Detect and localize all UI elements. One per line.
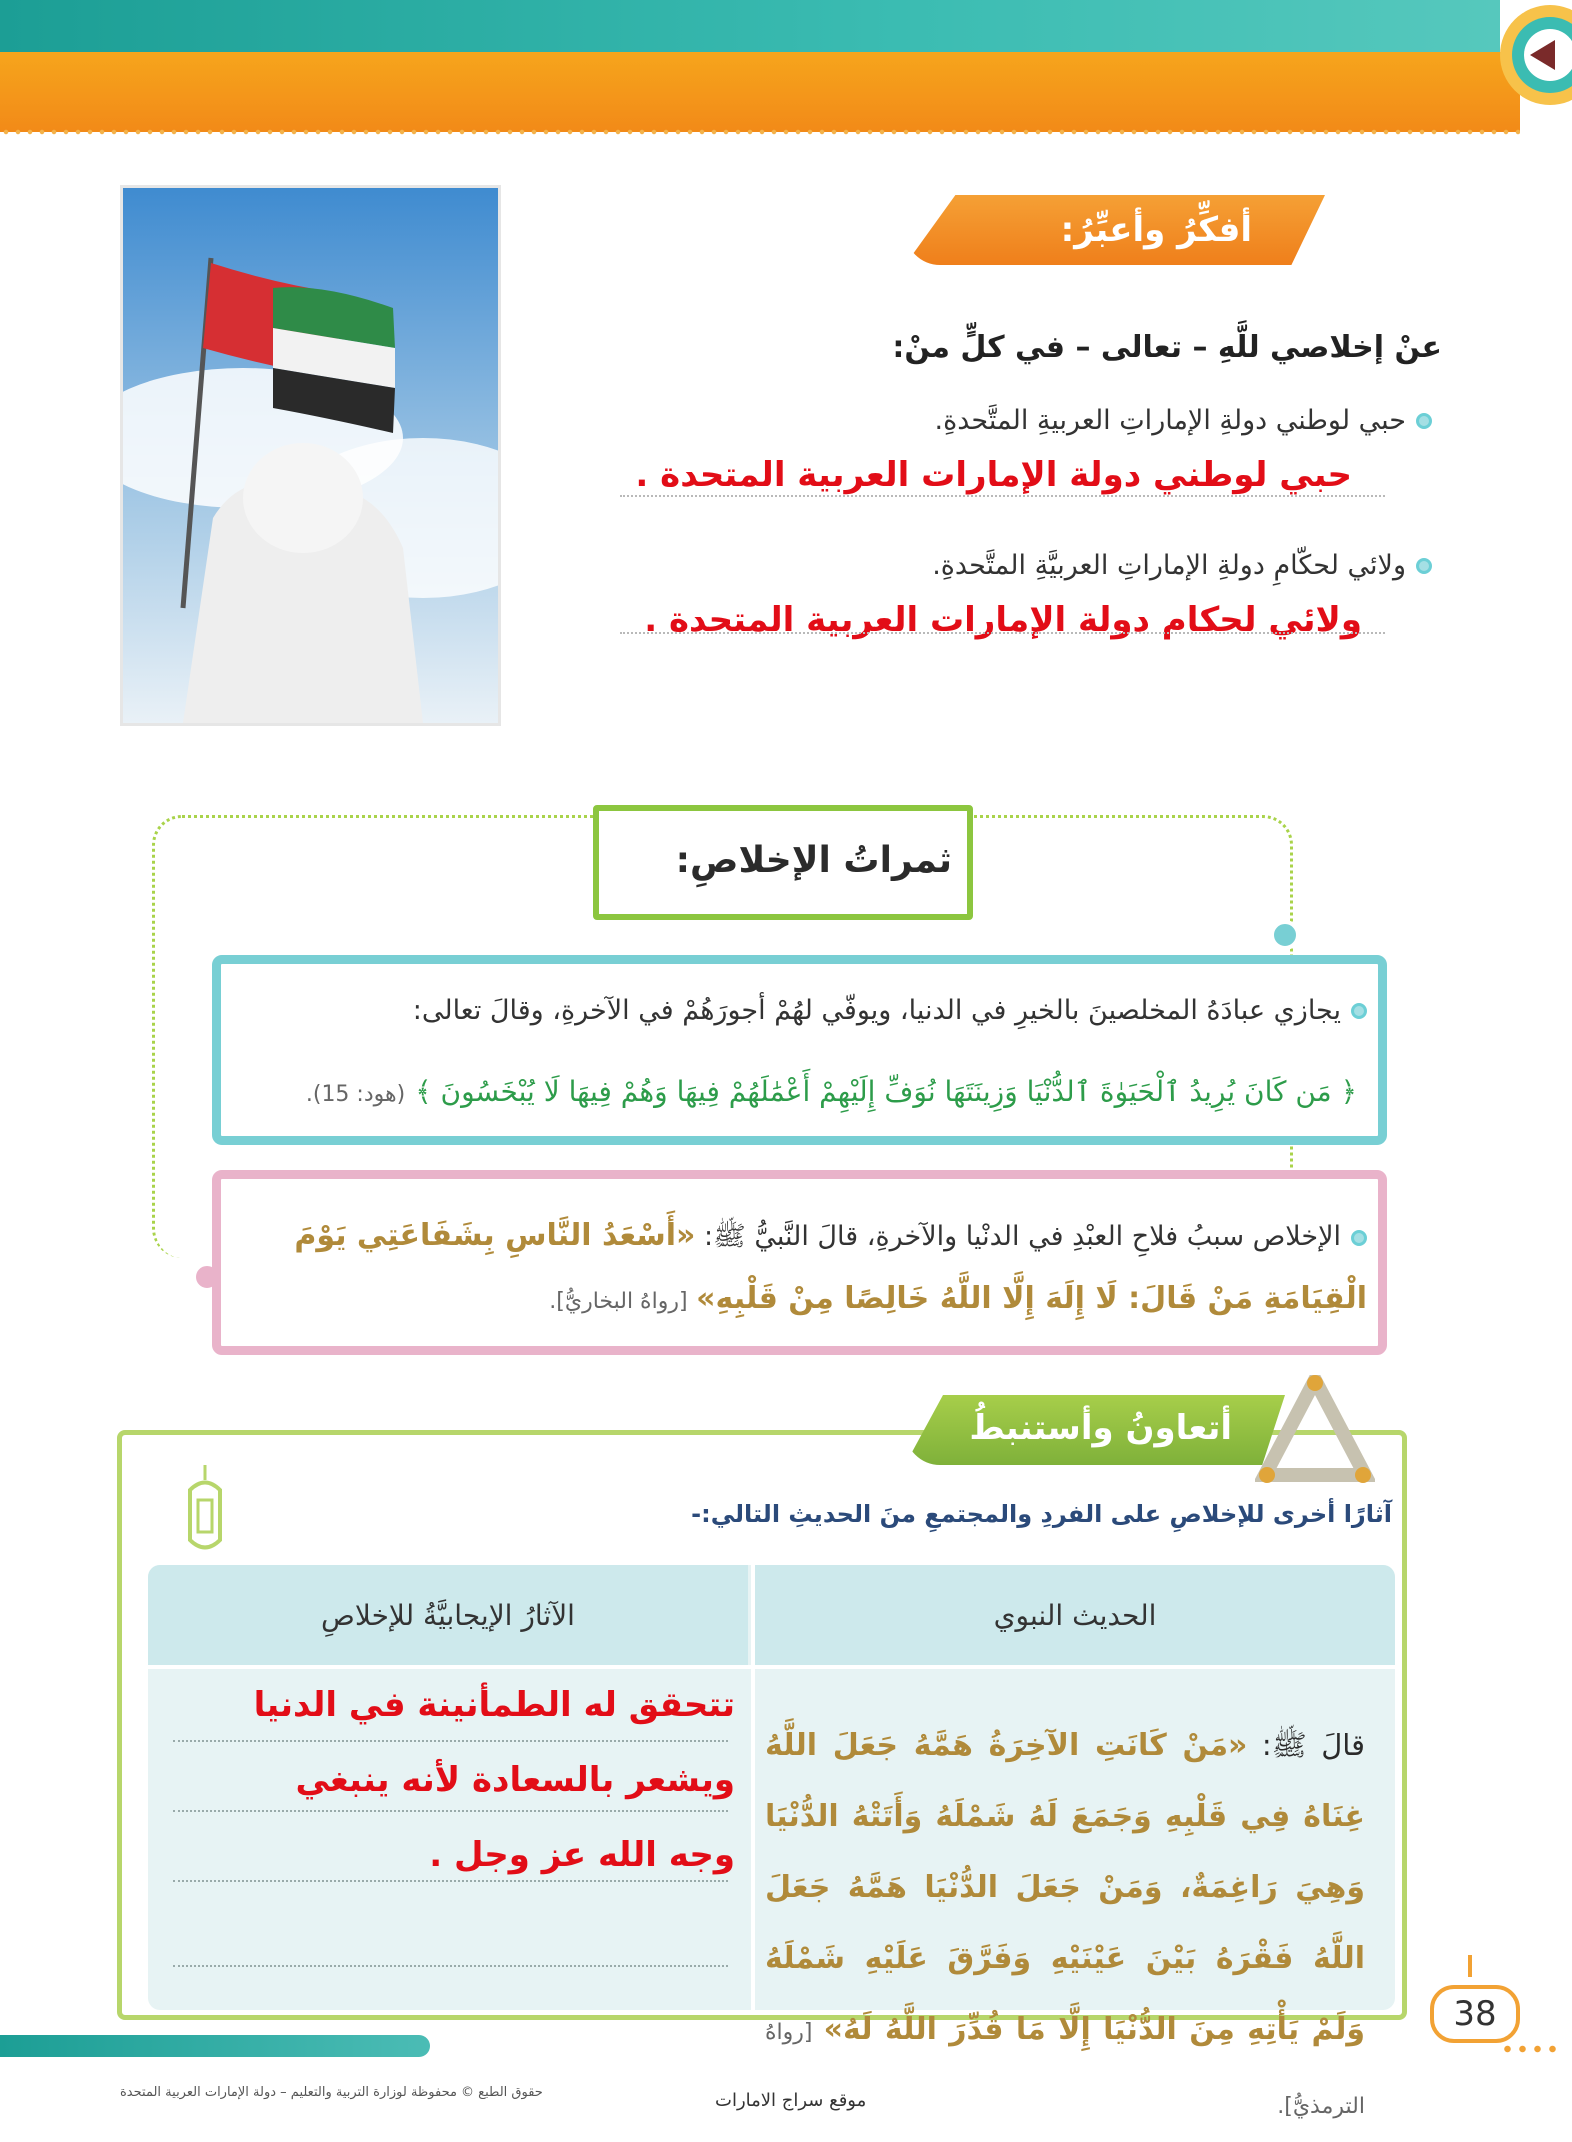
rosette-decoration-icon xyxy=(1490,0,1572,150)
fruit-box-1-text-row xyxy=(413,995,1367,1026)
think-item-1 xyxy=(935,405,1433,436)
flag-photo xyxy=(120,185,501,726)
bottom-bar xyxy=(0,2035,430,2057)
fruit-box-1-text: يجازي عبادَهُ المخلصينَ بالخيرِ في الدنيا، ويوفّي لهُمْ أجورَهُمْ في الآخرةِ، وقالَ تعالى: xyxy=(412,995,1341,1026)
hadith-cell xyxy=(765,1710,1365,2142)
answer-row-line-3 xyxy=(173,1880,728,1882)
think-item-1-prompt: حبي لوطني دولةِ الإماراتِ العربيةِ المتَّحدةِ. xyxy=(934,405,1406,436)
think-item-1-answer: حبي لوطني دولة الإمارات العربية المتحدة . xyxy=(635,455,1352,495)
uae-flag-illustration xyxy=(123,188,498,723)
table-divider xyxy=(751,1565,755,2010)
hadith-shafaa: «أَسْعَدُ النَّاسِ بِشَفَاعَتِي يَوْمَ الْقِيَامَةِ مَنْ قَالَ: لَا إِلَهَ إِلَّا اللَّهُ خَالِصًا مِنْ قَلْبِهِ» xyxy=(294,1218,1367,1316)
quran-reference: (هود: 15). xyxy=(305,1082,406,1107)
hadith-reference: [رواهُ البخاريُّ]. xyxy=(549,1289,688,1314)
effects-answer-3: وجه الله عز وجل . xyxy=(429,1835,735,1875)
think-item-2 xyxy=(932,550,1432,581)
table-header-divider xyxy=(148,1665,1395,1669)
fruit-box-2-content xyxy=(257,1205,1367,1333)
top-banner-teal xyxy=(0,0,1500,60)
bullet-dot-icon xyxy=(1416,413,1432,429)
top-banner-orange xyxy=(0,52,1520,132)
hadith-intro: قالَ ﷺ: xyxy=(1261,1728,1366,1762)
fruit-box-1 xyxy=(212,955,1387,1145)
teal-knob-icon xyxy=(1270,920,1300,950)
effects-answer-1: تتحقق له الطمأنينة في الدنيا xyxy=(253,1685,735,1725)
think-question: عنْ إخلاصي للَّهِ – تعالى – في كلٍّ منْ: xyxy=(892,330,1442,365)
page-number: 38 xyxy=(1430,1985,1520,2043)
effects-answer-2: ويشعر بالسعادة لأنه ينبغي xyxy=(295,1760,735,1800)
footer-copyright: حقوق الطبع © محفوظة لوزارة التربية والتعليم – دولة الإمارات العربية المتحدة xyxy=(120,2085,543,2100)
answer-line-2 xyxy=(620,632,1385,634)
bullet-dot-icon xyxy=(1416,558,1432,574)
think-section-title: أفكِّرُ وأعبِّرُ: xyxy=(1060,210,1252,250)
cooperate-section-title: أتعاونُ وأستنبطُ xyxy=(969,1408,1232,1448)
answer-row-line-1 xyxy=(173,1740,728,1742)
answer-row-line-2 xyxy=(173,1810,728,1812)
footer-site-name: موقع سراج الامارات xyxy=(715,2090,867,2111)
quran-verse: ﴿ مَن كَانَ يُرِيدُ ٱلْحَيَوٰةَ ٱلدُّنْيَا وَزِينَتَهَا نُوَفِّ إِلَيْهِمْ أَعْمَٰلَهُمْ فِيهَا وَهُمْ فِيهَا لَا يُبْخَسُونَ ﴾ xyxy=(415,1075,1357,1108)
cooperate-instruction: آثارًا أخرى للإخلاصِ على الفردِ والمجتمعِ منَ الحديثِ التالي:- xyxy=(691,1500,1392,1528)
page-dots xyxy=(1500,2045,1560,2053)
fruits-title: ثمراتُ الإخلاصِ: xyxy=(675,840,952,881)
hadith-text: «مَنْ كَانَتِ الآخِرَةُ هَمَّهُ جَعَلَ اللَّهُ غِنَاهُ فِي قَلْبِهِ وَجَمَعَ لَهُ شَمْلَهُ وَأَتَتْهُ الدُّنْيَا وَهِيَ رَاغِمَةٌ، وَمَنْ جَعَلَ الدُّنْيَا هَمَّهُ جَعَلَ اللَّهُ فَقْرَهُ بَيْنَ عَيْنَيْهِ وَفَرَّقَ عَلَيْهِ شَمْلَهُ وَلَمْ يَأْتِهِ مِنَ الدُّنْيَا إِلَّا مَا قُدِّرَ اللَّهُ لَهُ» xyxy=(765,1728,1365,2047)
top-banner-dots xyxy=(0,128,1520,136)
think-item-2-answer: ولائي لحكام دولة الإمارات العربية المتحدة . xyxy=(644,600,1362,640)
hadith-table-reference: [رواهُ الترمذيُّ]. xyxy=(765,2020,1365,2119)
answer-row-line-4 xyxy=(173,1965,728,1967)
lantern-icon xyxy=(180,1465,230,1565)
page-number-marker xyxy=(1468,1955,1472,1977)
think-item-2-prompt: ولائي لحكّامِ دولةِ الإماراتِ العربيَّةِ المتَّحدةِ. xyxy=(932,550,1406,581)
fruit-box-2-text: الإخلاص سببُ فلاحِ العبْدِ في الدنْيا والآخرةِ، قالَ النَّبيُّ ﷺ: xyxy=(704,1221,1341,1252)
triangle-pieces-icon xyxy=(1255,1375,1375,1485)
fruit-box-1-quran-row xyxy=(306,1075,1357,1108)
bullet-dot-icon xyxy=(1351,1003,1367,1019)
table-header-hadith: الحديث النبوي xyxy=(755,1565,1395,1665)
answer-line-1 xyxy=(620,495,1385,497)
table-header-effects: الآثارُ الإيجابيَّةُ للإخلاصِ xyxy=(148,1565,748,1665)
bullet-dot-icon xyxy=(1351,1230,1367,1246)
